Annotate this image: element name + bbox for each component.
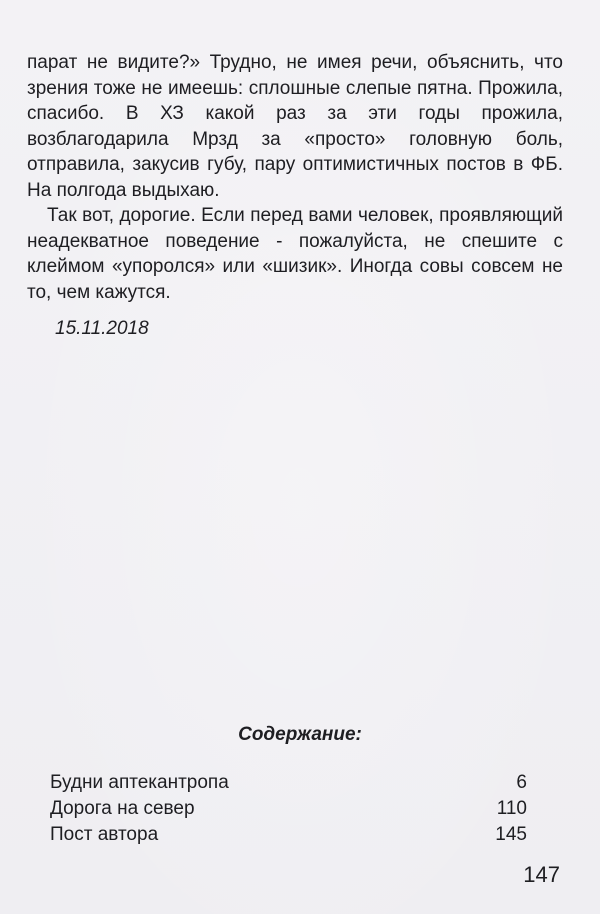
toc-item-label: Будни аптекантропа (50, 772, 229, 793)
paragraph-2: Так вот, дорогие. Если перед вами человек, проявляющий неадекватное поведение - пожалуйста, не спешите с клеймом «упоролся» или «шизик». Иногда совы совсем не то, чем кажутся. (27, 205, 563, 303)
page-number: 147 (523, 862, 560, 887)
toc-item-page: 110 (496, 798, 527, 819)
toc-item (50, 796, 527, 822)
toc-item (50, 770, 527, 796)
body-text (27, 50, 563, 305)
toc-item-page: 6 (516, 772, 527, 793)
toc-item (50, 822, 527, 848)
toc-title: Содержание: (238, 724, 362, 745)
toc-item-label: Пост автора (50, 824, 159, 845)
paragraph-1: парат не видите?» Трудно, не имея речи, объяснить, что зрения тоже не имеешь: сплошные слепые пятна. Прожила, спасибо. В ХЗ какой раз за эти годы прожила, возблагодарила Мрзд за «просто» головную боль, отправила, закусив губу, пару оптимистичных постов в ФБ. На полгода выдыхаю. (27, 52, 563, 201)
toc-item-label: Дорога на север (50, 798, 195, 819)
table-of-contents (50, 770, 527, 848)
post-date: 15.11.2018 (55, 318, 149, 339)
toc-item-page: 145 (495, 824, 527, 845)
